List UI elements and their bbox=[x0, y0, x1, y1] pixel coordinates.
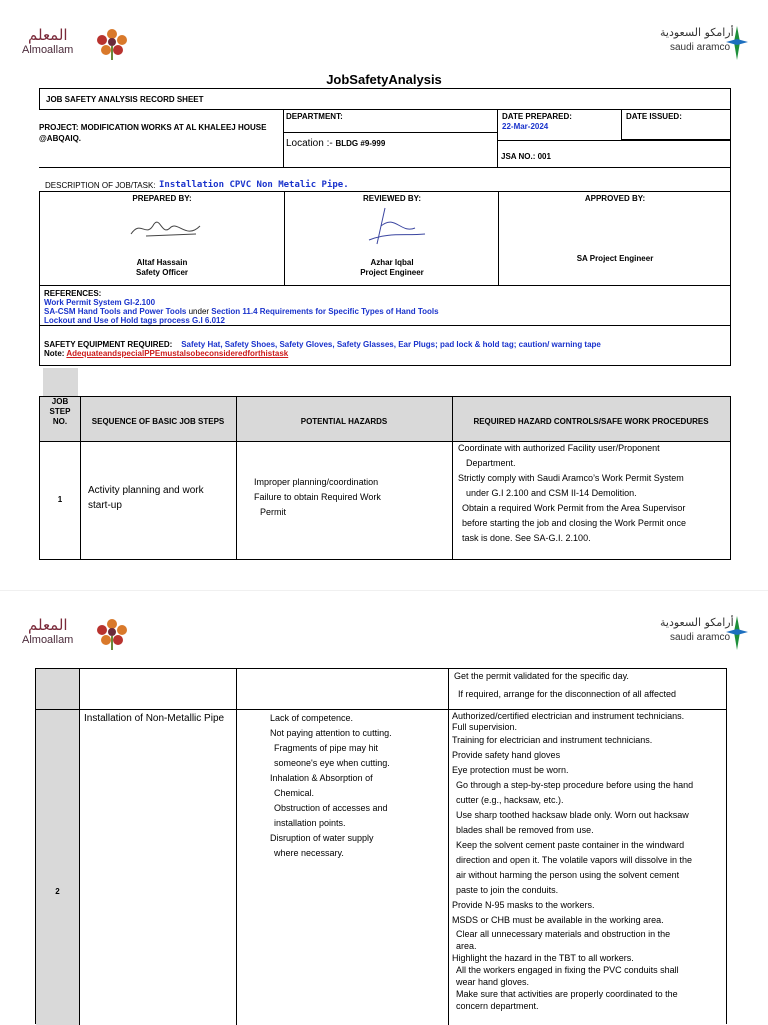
row2-hazard-item: Fragments of pipe may hit bbox=[274, 743, 379, 753]
safety-equipment-row bbox=[39, 326, 731, 366]
aramco-logo bbox=[640, 24, 750, 64]
project-row bbox=[39, 110, 731, 168]
reviewed-by-role: Project Engineer bbox=[360, 268, 424, 277]
department-cell bbox=[283, 110, 497, 168]
aramco-logo-page2 bbox=[640, 614, 750, 654]
approved-by-role: SA Project Engineer bbox=[576, 254, 654, 263]
reviewed-by-name: Azhar Iqbal bbox=[370, 258, 414, 267]
row2-control-item: paste to join the conduits. bbox=[456, 885, 559, 895]
row1-control-item: Strictly comply with Saudi Aramco’s Work Permit System bbox=[458, 473, 684, 483]
row2-control-item: cutter (e.g., hacksaw, etc.). bbox=[456, 795, 564, 805]
references-row bbox=[39, 286, 731, 326]
aramco-star-icon bbox=[724, 24, 750, 62]
row2-hazard-item: Lack of competence. bbox=[270, 713, 354, 723]
row1-controls bbox=[458, 441, 728, 546]
references-label: REFERENCES: bbox=[44, 289, 102, 298]
step-column-shade bbox=[36, 669, 79, 1025]
almoallam-logo bbox=[20, 26, 140, 66]
row2-control-item: concern department. bbox=[456, 1001, 539, 1011]
aramco-logo-text: saudi aramco bbox=[670, 42, 731, 53]
row2-control-item: MSDS or CHB must be available in the working area. bbox=[452, 915, 664, 925]
col-hazards-header: POTENTIAL HAZARDS bbox=[300, 417, 388, 426]
approved-by-cell bbox=[498, 192, 731, 285]
aramco-logo-arabic: أرامكو السعودية bbox=[660, 616, 734, 629]
safety-value: Safety Hat, Safety Shoes, Safety Gloves, Safety Glasses, Ear Plugs; pad lock & hold tag; caution/ warning tape bbox=[181, 340, 601, 349]
col-controls-header: REQUIRED HAZARD CONTROLS/SAFE WORK PROCEDURES bbox=[473, 417, 709, 426]
description-value: Installation CPVC Non Metalic Pipe. bbox=[159, 180, 349, 190]
approved-by-label: APPROVED BY: bbox=[584, 194, 646, 203]
row1-hazard-item: Improper planning/coordination bbox=[254, 477, 379, 487]
row2-control-item: air without harming the person using the solvent cement bbox=[456, 870, 680, 880]
row1-sequence: Activity planning and work start-up bbox=[88, 485, 204, 511]
signature-row bbox=[39, 192, 731, 286]
col-step-header: JOB STEP NO. bbox=[49, 397, 71, 426]
almoallam-logo-text: Almoallam bbox=[22, 634, 74, 646]
row2-control-item: Provide safety hand gloves bbox=[452, 750, 561, 760]
jsa-table bbox=[39, 396, 731, 560]
row2-control-item: Provide N-95 masks to the workers. bbox=[452, 900, 595, 910]
row2-hazard-item: Chemical. bbox=[274, 788, 315, 798]
aramco-star-icon bbox=[724, 614, 750, 652]
row2-hazard-item: Disruption of water supply bbox=[270, 833, 374, 843]
project-value: MODIFICATION WORKS AT AL KHALEEJ HOUSE @ABQAIQ. bbox=[39, 123, 267, 143]
row2-control-item: Eye protection must be worn. bbox=[452, 765, 569, 775]
prepared-by-cell bbox=[40, 192, 284, 285]
reference-section: Section 11.4 Requirements for Specific Types of Hand Tools bbox=[211, 307, 439, 316]
grey-tab bbox=[43, 368, 78, 398]
row2-hazard-item: Obstruction of accesses and bbox=[274, 803, 388, 813]
project-label: PROJECT: bbox=[39, 123, 79, 132]
row2-control-item: area. bbox=[456, 941, 477, 951]
description-label: DESCRIPTION OF JOB/TASK: bbox=[45, 181, 156, 190]
safety-label: SAFETY EQUIPMENT REQUIRED: bbox=[44, 340, 173, 349]
almoallam-logo-arabic: المعلم bbox=[28, 616, 68, 634]
jsa-table-continued bbox=[35, 668, 727, 1024]
row1-hazard-item: Permit bbox=[260, 507, 287, 517]
reviewed-by-label: REVIEWED BY: bbox=[362, 194, 422, 203]
row2-control-item: Go through a step-by-step procedure before using the hand bbox=[456, 780, 694, 790]
continued-controls bbox=[454, 669, 724, 704]
reference-hand-tools: SA-CSM Hand Tools and Power Tools bbox=[44, 307, 187, 316]
row2-control-item: Highlight the hazard in the TBT to all workers. bbox=[452, 953, 634, 963]
row2-hazard-item: installation points. bbox=[274, 818, 346, 828]
row2-hazard-item: Inhalation & Absorption of bbox=[270, 773, 373, 783]
row2-control-item: Keep the solvent cement paste container in the windward bbox=[456, 840, 685, 850]
signature-altaf bbox=[126, 214, 206, 244]
date-prepared-value: 22-Mar-2024 bbox=[502, 122, 549, 131]
prepared-by-name: Altaf Hassain bbox=[136, 258, 188, 267]
row2-control-item: Use sharp toothed hacksaw blade only. Worn out hacksaw bbox=[456, 810, 689, 820]
row1-control-item: Coordinate with authorized Facility user/Proponent bbox=[458, 443, 660, 453]
page-break bbox=[0, 590, 768, 591]
record-sheet-row bbox=[39, 88, 731, 110]
row2-control-item: direction and open it. The volatile vapors will dissolve in the bbox=[456, 855, 692, 865]
almoallam-logo-page2 bbox=[20, 616, 140, 656]
row1-control-item: Obtain a required Work Permit from the Area Supervisor bbox=[462, 503, 686, 513]
prepared-by-label: PREPARED BY: bbox=[132, 194, 192, 203]
row2-control-item: wear hand gloves. bbox=[456, 977, 530, 987]
reference-lockout: Lockout and Use of Hold tags process G.I 6.012 bbox=[44, 316, 225, 325]
row1-control-item: under G.I 2.100 and CSM II-14 Demolition. bbox=[466, 488, 637, 498]
row2-hazard-item: Not paying attention to cutting. bbox=[270, 728, 392, 738]
jsa-number: JSA NO.: 001 bbox=[501, 152, 551, 161]
row2-control-item: Training for electrician and instrument technicians. bbox=[452, 735, 653, 745]
description-row bbox=[39, 168, 731, 192]
note-label: Note: bbox=[44, 349, 65, 358]
row2-control-item: All the workers engaged in fixing the PVC conduits shall bbox=[456, 965, 679, 975]
record-sheet-title: JOB SAFETY ANALYSIS RECORD SHEET bbox=[46, 95, 204, 104]
continued-control-item: Get the permit validated for the specific day. bbox=[454, 671, 629, 681]
date-issued-cell bbox=[621, 110, 731, 140]
page-title: JobSafetyAnalysis bbox=[326, 72, 442, 87]
row2-control-item: blades shall be removed from use. bbox=[456, 825, 594, 835]
almoallam-logo-arabic: المعلم bbox=[28, 26, 68, 44]
signature-azhar bbox=[355, 204, 435, 252]
row1-step-no: 1 bbox=[57, 495, 63, 504]
row2-control-item: Make sure that activities are properly coordinated to the bbox=[456, 989, 678, 999]
date-prepared-label: DATE PREPARED: bbox=[502, 112, 572, 121]
aramco-logo-arabic: أرامكو السعودية bbox=[660, 26, 734, 39]
row1-control-item: Department. bbox=[466, 458, 516, 468]
flower-icon bbox=[92, 616, 132, 652]
reviewed-by-cell bbox=[284, 192, 499, 285]
row1-control-item: task is done. See SA-G.I. 2.100. bbox=[462, 533, 591, 543]
row1-hazard-item: Failure to obtain Required Work bbox=[254, 492, 381, 502]
col-sequence-header: SEQUENCE OF BASIC JOB STEPS bbox=[91, 417, 225, 426]
row1-control-item: before starting the job and closing the Work Permit once bbox=[462, 518, 686, 528]
project-cell bbox=[39, 110, 283, 168]
location-label: Location :- bbox=[286, 138, 333, 149]
aramco-logo-text: saudi aramco bbox=[670, 632, 731, 643]
row2-control-item: Authorized/certified electrician and instrument technicians. bbox=[452, 711, 685, 721]
row2-controls bbox=[452, 711, 724, 1012]
row2-control-item: Full supervision. bbox=[452, 722, 518, 732]
row2-control-item: Clear all unnecessary materials and obstruction in the bbox=[456, 929, 671, 939]
department-label: DEPARTMENT: bbox=[286, 112, 343, 121]
row2-sequence: Installation of Non-Metallic Pipe bbox=[84, 713, 225, 724]
row2-step-no: 2 bbox=[55, 887, 60, 896]
reference-under: under bbox=[186, 307, 212, 316]
almoallam-logo-text: Almoallam bbox=[22, 44, 74, 56]
reference-work-permit: Work Permit System GI-2.100 bbox=[44, 298, 156, 307]
flower-icon bbox=[92, 26, 132, 62]
prepared-by-role: Safety Officer bbox=[135, 268, 189, 277]
row1-hazards bbox=[254, 475, 450, 520]
row2-hazards bbox=[270, 711, 446, 861]
row2-hazard-item: someone's eye when cutting. bbox=[274, 758, 390, 768]
row2-hazard-item: where necessary. bbox=[274, 848, 344, 858]
date-issued-label: DATE ISSUED: bbox=[626, 112, 682, 121]
continued-control-item: If required, arrange for the disconnection of all affected bbox=[458, 689, 676, 699]
location-value: BLDG #9-999 bbox=[335, 139, 386, 148]
note-value: AdequateandspecialPPEmustalsobeconsideredforthistask bbox=[66, 349, 289, 358]
